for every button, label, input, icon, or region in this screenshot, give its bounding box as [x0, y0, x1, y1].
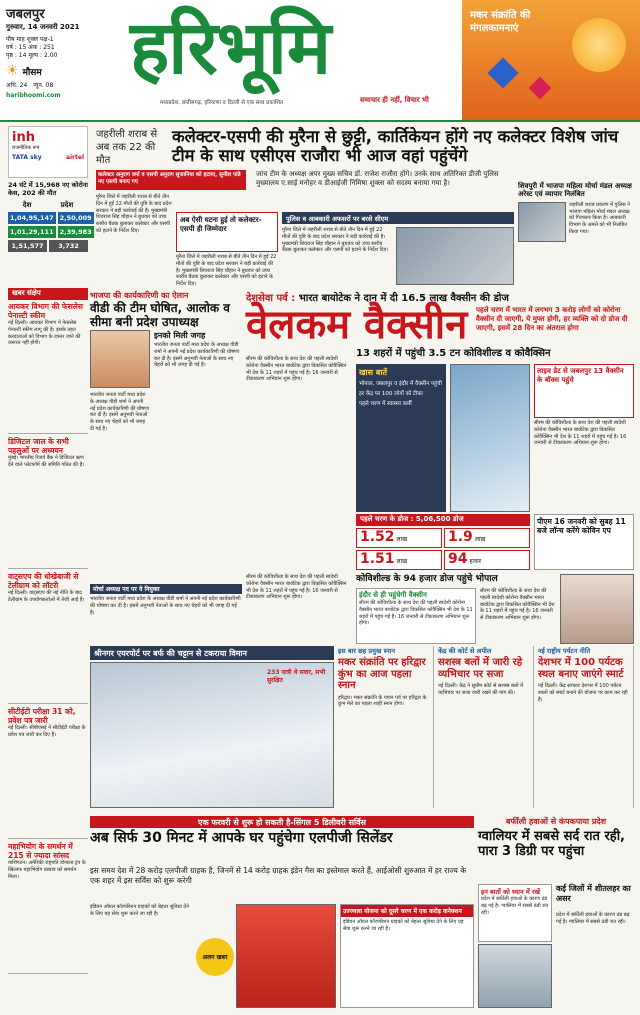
vaccine-facts: [356, 364, 446, 512]
lead-box-1: [176, 212, 278, 252]
cold-body: प्रदेश में बर्फीली हवाओं के कारण ठंड बढ़ गई है। ग्वालियर में सबसे ठंडी रात रही।: [556, 912, 632, 925]
lpg-box-title: उज्ज्वला योजना को दूसरे चरण में एक करोड़ कनेक्शन: [341, 905, 473, 917]
lpg-badge-text: अलग खबर: [202, 954, 228, 961]
side-body: जहरीली शराब प्रकरण में पुलिस ने भाजपा महिला मोर्चा मंडल अध्यक्ष को गिरफ्तार किया है। आबकारी विभाग के अमले को भी निलंबित किया गया।: [569, 201, 632, 235]
sun-icon: [572, 18, 626, 72]
mp-box-body: सीरम की कोविशील्ड के साथ देश की पहली स्वदेशी कोरोना वैक्सीन भारत बायोटेक द्वारा विकसित कोवैक्सिन भी देश के 11 शहरों में पहुंच गई है। 16 जनवरी से टीकाकरण अभियान शुरू होगा।: [359, 600, 475, 627]
stats-cell: 2,39,983: [59, 227, 92, 236]
mid-body: नई दिल्ली। केंद्र सरकार देशभर में 100 पर्यटन स्थलों को स्मार्ट बनाने की योजना पर काम कर रही है।: [538, 683, 630, 703]
vaccine-kicker: देशसेवा पर्व :: [246, 293, 296, 304]
kite-icon: [487, 57, 518, 88]
fact-item: पहले चरण में स्वास्थ्य कर्मी: [359, 401, 412, 408]
mp-box-title: इंदौर से ही पहुंचेगी वैक्सीन: [359, 591, 427, 599]
dose-value: 1.52: [360, 529, 395, 545]
dose-figure: [356, 528, 442, 548]
dateline-block: [6, 4, 118, 114]
brief-headline: महाभियोग के समर्थन में 215 से ज्यादा सांसद: [8, 842, 73, 860]
vaccine-headline: वेलकम वैक्सीन: [246, 302, 468, 348]
bjp-footer-body: भारतीय जनता पार्टी मध्य प्रदेश के अध्यक्ष वीडी शर्मा ने अपनी नई प्रदेश कार्यकारिणी की घोषणा कर दी है। इसमें अनुभवी नेताओं के साथ नए चेहरों को भी जगह दी गई है।: [90, 596, 243, 616]
kite-icon: [529, 77, 552, 100]
airport-headline: श्रीनगर एयरपोर्ट पर बर्फ की चट्टान से टकराया विमान: [90, 646, 334, 660]
lpg-box-body: इंडियन ऑयल कॉरपोरेशन ग्राहकों को बेहतर सुविधा देने के लिए यह सेवा शुरू करने जा रही है।: [343, 919, 466, 932]
dose-unit: लाख: [474, 536, 486, 543]
stats-cell: 1,04,95,147: [10, 213, 54, 222]
cold-side: कई जिलों में शीतलहर का असर: [556, 884, 631, 903]
ticker-body: सीरम की कोविशील्ड के साथ देश की पहली स्वदेशी कोरोना वैक्सीन भारत बायोटेक द्वारा विकसित कोवैक्सिन भी देश के 11 शहरों में पहुंच गई है। 16 जनवरी से टीकाकरण अभियान शुरू होगा।: [534, 420, 628, 447]
dose-unit: लाख: [396, 536, 408, 543]
stats-row: [8, 212, 92, 224]
dose-grid: [356, 528, 530, 570]
website[interactable]: haribhoomi.com: [6, 92, 61, 99]
weather-box: [6, 63, 118, 79]
first-dose-bar: पहले चरण के डोज : 5,06,500 डोज: [356, 514, 530, 526]
ad-brand: inh: [12, 130, 35, 145]
mid-story: [338, 646, 434, 808]
weather-min: न्यून. 08: [33, 82, 54, 89]
tagline: समाचार ही नहीं, विचार भी: [360, 96, 429, 104]
lead-kicker: जहरीली शराब से अब तक 22 की मौत: [96, 129, 158, 166]
facts-title: खास बातें: [359, 368, 388, 377]
brief-item: [8, 437, 88, 569]
lead-summary: जांच टीम के अध्यक्ष अपर मुख्य सचिव डॉ. राजेश राजौरा होंगे। उनके साथ अतिरिक्त डीजी पुलिस मुख्यालय ए.साई मनोहर व डीआईजी निमिषा शुक्ला को सदस्य बनाया गया है।: [256, 170, 499, 188]
edition-line: वर्ष : 15 अंक : 251: [6, 44, 55, 51]
vaccine-sub: 13 शहरों में पहुंची 3.5 टन कोविशील्ड व कोवैक्सिन: [356, 348, 551, 359]
airport-photo: [90, 662, 334, 808]
lead-box-2-text: पुलिस व आबकारी अफसरों पर बरसे सीएम: [286, 215, 389, 223]
weather-max: अधि. 24: [6, 82, 28, 89]
weather-label: मौसम: [22, 67, 42, 78]
lpg-photo: [236, 904, 336, 1008]
brief-item: [8, 842, 88, 974]
brief-headline: आयकर विभाग की फेसलेस पेनाल्टी स्कीम: [8, 302, 83, 320]
brief-item: [8, 572, 88, 704]
mid-stories: [338, 646, 634, 808]
ad-brand-airtel: airtel: [65, 154, 84, 161]
vaccine-kicker-rest: भारत बायोटेक ने दान में दी 16.5 लाख वैक्सीन की डोज: [298, 293, 509, 304]
stats-col-state: प्रदेश: [60, 200, 74, 209]
ear-banner: [462, 0, 640, 120]
dose-value: 94: [448, 551, 468, 567]
dateline: गुरुवार, 14 जनवरी 2021: [6, 23, 80, 31]
lead-body: मुरैना जिले में जहरीली शराब से बीते तीन दिन में हुई 22 मौतों की पुष्टि के बाद प्रदेश सरकार ने बड़ी कार्रवाई की है। मुख्यमंत्री शिवराज सिंह चौहान ने बुधवार को उच्च स्तरीय बैठक बुलाकर कलेक्टर और एसपी को हटाने के निर्देश दिए।: [96, 194, 174, 234]
vaccine-ticker: [534, 364, 634, 418]
brief-body: नई दिल्ली। आयकर विभाग ने फेसलेस पेनाल्टी स्कीम लागू की है। इसके तहत करदाताओं को विभाग के दफ्तर जाने की जरूरत नहीं होगी।: [8, 320, 83, 347]
ticker-text: लाइव डेट से जबलपुर 13 वैक्सीन के बॉक्स पहुंचे: [537, 367, 624, 384]
mid-kicker: इस बार छह प्रमुख स्नान: [338, 647, 395, 655]
mp-headline: कोविशील्ड के 94 हजार डोज पहुंचे भोपाल: [356, 574, 498, 584]
mid-kicker: नई राष्ट्रीय पर्यटन नीति: [538, 647, 591, 655]
dose-unit: लाख: [396, 558, 408, 565]
stats-cell: 1,01,29,111: [10, 227, 54, 236]
stats-col-country: देश: [22, 200, 32, 209]
bjp-body: भारतीय जनता पार्टी मध्य प्रदेश के अध्यक्ष वीडी शर्मा ने अपनी नई प्रदेश कार्यकारिणी की घोषणा कर दी है। इसमें अनुभवी नेताओं के साथ नए चेहरों को भी जगह दी गई है।: [90, 392, 151, 432]
ad-text: राजनीतिक रूप: [12, 145, 40, 151]
dose-figure: [444, 550, 530, 570]
lead-body-3: मुरैना जिले में जहरीली शराब से बीते तीन दिन में हुई 22 मौतों की पुष्टि के बाद प्रदेश सरकार ने बड़ी कार्रवाई की है। मुख्यमंत्री शिवराज सिंह चौहान ने बुधवार को उच्च स्तरीय बैठक बुलाकर कलेक्टर और एसपी को हटाने के निर्देश दिए।: [282, 227, 389, 254]
ear-title: मकर संक्रांति की मंगलकामनाएं: [470, 10, 531, 34]
dose-unit: हजार: [469, 558, 482, 565]
stats-cell: 1,51,577: [8, 240, 47, 252]
stats-cell: 3,732: [49, 240, 88, 252]
mp-box: [356, 588, 476, 644]
bjp-kicker: भाजपा की कार्यकारिणी का ऐलान: [90, 291, 189, 300]
brief-item: [8, 302, 88, 434]
lpg-body: इंडियन ऑयल कॉरपोरेशन ग्राहकों को बेहतर सुविधा देने के लिए यह सेवा शुरू करने जा रही है।: [90, 904, 191, 917]
edition-line: पृष्ठ : 14 मूल्य : 2.00: [6, 52, 58, 59]
mid-story: [438, 646, 534, 808]
mid-kicker: केंद्र की कोर्ट से अपील: [438, 647, 492, 655]
mp-body: सीरम की कोविशील्ड के साथ देश की पहली स्वदेशी कोरोना वैक्सीन भारत बायोटेक द्वारा विकसित कोवैक्सिन भी देश के 11 शहरों में पहुंच गई है। 16 जनवरी से टीकाकरण अभियान शुरू होगा।: [246, 574, 349, 601]
lpg-intro: इस समय देश में 28 करोड़ एलपीजी ग्राहक है, जिनमें से 14 करोड़ ग्राहक इंडेन गैस का इस्तेमाल करते हैं, आईओसी शुरुआत में हर राज्य के एक शहर में इस सर्विस को शुरू करेगी: [90, 866, 467, 885]
lpg-badge: [196, 938, 234, 976]
cold-sub-box: [478, 884, 552, 942]
briefs-section-title: खबर संक्षेप: [8, 288, 88, 300]
mid-headline: मकर संक्रांति पर हरिद्वार कुंभ का आज पहला स्नान: [338, 657, 426, 691]
airport-caption: 233 यात्री थे सवार, सभी सुरक्षित: [267, 669, 326, 684]
cold-photo: [478, 944, 552, 1008]
brief-body: नई दिल्ली। वाट्सएप की नई नीति के बाद टेलीग्राम के उपयोगकर्ताओं में तेजी आई है।: [8, 590, 85, 603]
brief-body: वाशिंगटन। अमेरिकी राष्ट्रपति डोनाल्ड ट्रंप के खिलाफ महाभियोग प्रस्ताव को समर्थन मिला।: [8, 860, 88, 880]
stats-cell: 2,50,009: [59, 213, 92, 222]
weather-icon: ☀: [6, 63, 19, 79]
side-headline: शिवपुरी में भाजपा महिला मोर्चा मंडल अध्यक्ष अरेस्ट एवं व्यापार निलंबित: [518, 182, 632, 199]
brief-body: मुंबई। भारतीय रिजर्व बैंक ने डिजिटल ऋण देने वाले प्लेटफॉर्म की समिति गठित की है।: [8, 455, 86, 468]
logo: हरिभूमि: [130, 5, 331, 91]
bjp-sub: इनको मिली जगह: [154, 331, 206, 340]
lpg-kicker: एक फरवरी से शुरू हो सकती है-सिंगल 5 डिलीवरी सर्विस: [90, 816, 474, 828]
side-photo: [518, 202, 566, 242]
dose-value: 1.51: [360, 551, 395, 567]
cold-kicker: बर्फीली हवाओं से कंपकपाया प्रदेश: [505, 817, 607, 826]
lead-headline: कलेक्टर-एसपी की मुरैना से छुट्टी, कार्तिकेयन होंगे नए कलेक्टर विशेष जांच टीम के साथ एसीएस राजौरा भी आज वहां पहुंचेंगे: [172, 127, 619, 165]
stats-row: [8, 240, 88, 252]
stats-headline: 24 घंटे में 15,968 नए कोरोना केस, 202 की मौत: [8, 181, 88, 197]
fact-item: हर केंद्र पर 100 लोगों को टीका: [359, 391, 423, 398]
lead-sub: कलेक्टर अनुराग वर्मा व एसपी अनुराग सुजानिया को हटाया, सुनील पांडे नए एसपी बनाए गए: [96, 170, 246, 190]
cold-sub-body: प्रदेश में बर्फीली हवाओं के कारण ठंड बढ़ गई है। ग्वालियर में सबसे ठंडी रात रही।: [481, 896, 550, 916]
vaccine-photo: [450, 364, 530, 512]
lead-box-2: [282, 212, 514, 224]
mid-body: नई दिल्ली। केंद्र ने सुप्रीम कोर्ट से सशस्त्र बलों में व्यभिचार पर सजा जारी रखने की मांग की।: [438, 683, 525, 696]
dose-figure: [444, 528, 530, 548]
meeting-photo: [396, 227, 514, 285]
lead-body-2: मुरैना जिले में जहरीली शराब से बीते तीन दिन में हुई 22 मौतों की पुष्टि के बाद प्रदेश सरकार ने बड़ी कार्रवाई की है। मुख्यमंत्री शिवराज सिंह चौहान ने बुधवार को उच्च स्तरीय बैठक बुलाकर कलेक्टर और एसपी को हटाने के निर्देश दिए।: [176, 254, 279, 287]
mid-story: [538, 646, 634, 808]
brief-item: [8, 707, 88, 839]
dose-figure: [356, 550, 442, 570]
lpg-headline: अब सिर्फ 30 मिनट में आपके घर पहुंचेगा एलपीजी सिलेंडर: [90, 830, 393, 846]
brief-body: नई दिल्ली। सीबीएसई ने सीटीईटी परीक्षा के प्रवेश पत्र जारी कर दिए हैं।: [8, 725, 88, 738]
vaccine-body: सीरम की कोविशील्ड के साथ देश की पहली स्वदेशी कोरोना वैक्सीन भारत बायोटेक द्वारा विकसित कोवैक्सिन भी देश के 11 शहरों में पहुंच गई है। 16 जनवरी से टीकाकरण अभियान शुरू होगा।: [246, 356, 349, 383]
covid-stats: [8, 181, 92, 278]
bjp-photo: [90, 330, 150, 388]
vaccine-intro: पहले चरण में भारत में लगभग 3 करोड़ लोगों को कोरोना वैक्सीन दी जाएगी, ये मुफ्त होगी, हर व्यक्ति को दो डोज दी जाएगी, इसमें 28 दिन का अंतराल होगा: [476, 306, 628, 333]
pm-box: [534, 514, 634, 570]
brief-headline: वाट्सएप की धोखेबाजी से टेलीग्राम को लॉटरी: [8, 572, 79, 590]
stats-row: [8, 226, 92, 238]
city: जबलपुर: [6, 7, 45, 22]
side-story: [518, 182, 634, 284]
brief-headline: सीटीईटी परीक्षा 31 को, प्रवेश पत्र जारी: [8, 707, 76, 725]
masthead: [0, 0, 640, 122]
edition-line: पौष माह शुक्ल पक्ष-1: [6, 36, 54, 43]
ad-left[interactable]: [8, 126, 88, 178]
pm-text: पीएम 16 जनवरी को सुबह 11 बजे लॉन्च करेंगे कोविन एप: [537, 517, 626, 536]
pm-photo: [560, 574, 634, 644]
mp-body-2: सीरम की कोविशील्ड के साथ देश की पहली स्वदेशी कोरोना वैक्सीन भारत बायोटेक द्वारा विकसित कोवैक्सिन भी देश के 11 शहरों में पहुंच गई है। 16 जनवरी से टीकाकरण अभियान शुरू होगा।: [480, 588, 557, 621]
briefs-column: [8, 302, 88, 1008]
cold-sub: इन बातों को ध्यान में रखें: [481, 888, 540, 896]
bjp-headline: वीडी की टीम घोषित, आलोक व सीमा बनी प्रदेश उपाध्यक्ष: [90, 301, 230, 329]
cold-headline: ग्वालियर में सबसे सर्द रात रही, पारा 3 डिग्री पर पहुंचा: [478, 829, 625, 859]
bjp-footer: मोर्चा अध्यक्ष पद पर ये नियुक्त: [90, 584, 242, 594]
mid-headline: देशभर में 100 पर्यटक स्थल बनाए जाएंगे स्मार्ट: [538, 657, 624, 680]
ad-brand-tatasky: TATA sky: [12, 154, 42, 161]
mid-body: हरिद्वार। मकर संक्रांति के पावन पर्व पर हरिद्वार के कुंभ मेले का पहला शाही स्नान होगा।: [338, 694, 429, 708]
brief-headline: डिजिटल जाल के सभी पहलुओं पर अध्ययन: [8, 437, 69, 455]
sub-tagline: मध्यप्रदेश, छत्तीसगढ़, हरियाणा व दिल्ली से एक साथ प्रकाशित: [160, 100, 284, 106]
mid-headline: सशस्त्र बलों में जारी रहे व्यभिचार पर सजा: [438, 657, 523, 680]
bjp-list: भारतीय जनता पार्टी मध्य प्रदेश के अध्यक्ष वीडी शर्मा ने अपनी नई प्रदेश कार्यकारिणी की घोषणा कर दी है। इसमें अनुभवी नेताओं के साथ नए चेहरों को भी जगह दी गई है।: [154, 342, 241, 369]
fact-item: भोपाल, जबलपुर व इंदौर में वैक्सीन पहुंची: [359, 381, 442, 387]
lead-box-1-text: अब ऐसी घटना हुई तो कलेक्टर-एसपी ही जिम्मेदार: [180, 216, 262, 233]
dose-value: 1.9: [448, 529, 473, 545]
lpg-box: [340, 904, 474, 1008]
